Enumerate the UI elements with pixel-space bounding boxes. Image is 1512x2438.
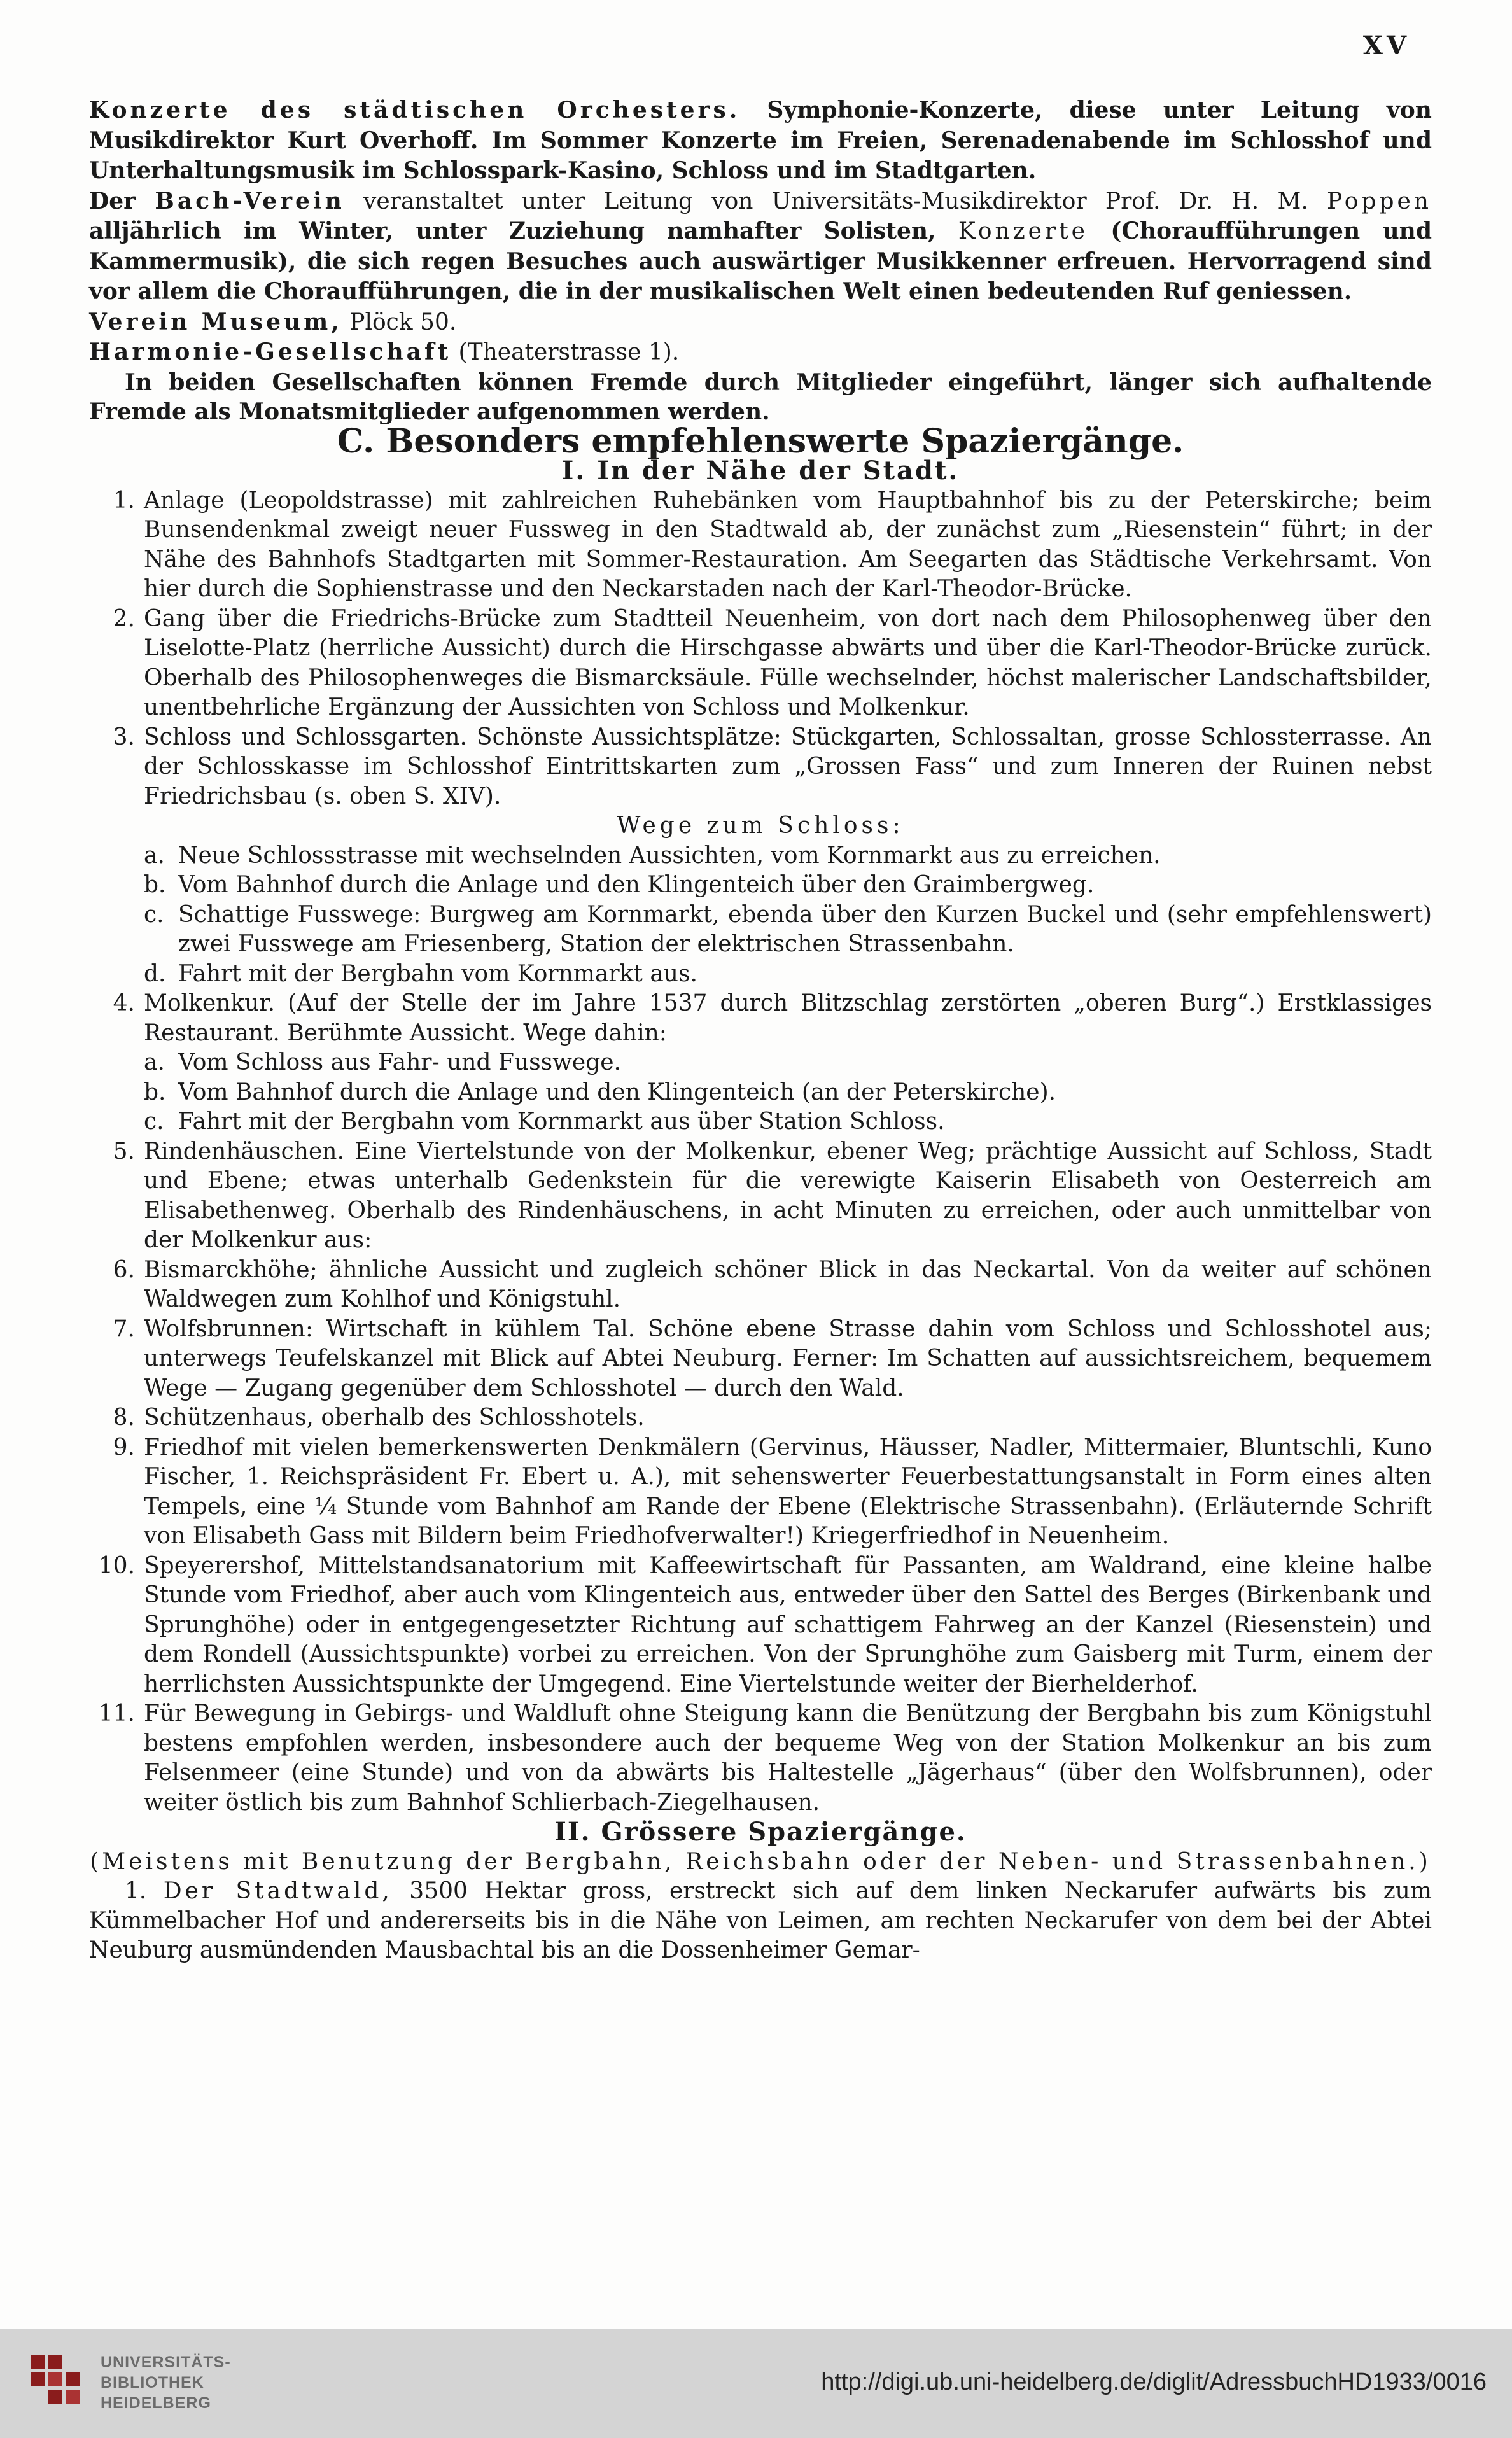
paragraph-stadtwald: 1. Der Stadtwald, 3500 Hektar gross, erstreckt sich auf dem linken Neckarufer aufwärts bis zum Kümmelbacher Hof und andererseits bis in die Nähe von Leimen, am rechten Neckarufer von dem bei der Abtei Neuburg ausmündenden Mausbachtal bis an die Dossenheimer Gemar- xyxy=(89,1878,1432,1963)
section-c-part1-heading: I. In der Nähe der Stadt. xyxy=(561,456,960,486)
paragraph-bach-verein: Der Bach-Verein veranstaltet unter Leitung von Universitäts-Musikdirektor Prof. Dr. H. M. Poppen alljährlich im Winter, unter Zuziehung namhafter Solisten, Konzerte (Choraufführungen und Kammermusik), die sich regen Besuches auch auswärtiger Musikkenner erfreuen. Hervorragend sind vor allem die Choraufführungen, die in der musikalischen Welt einen bedeutenden Ruf geniessen. xyxy=(89,187,1432,305)
list-item: 2. Gang über die Friedrichs-Brücke zum Stadtteil Neuenheim, von dort nach dem Philosophenweg über den Liselotte-Platz (herrliche Aussicht) durch die Hirschgasse abwärts und über die Karl-Theodor-Brücke zurück. Oberhalb des Philosophenweges die Bismarcksäule. Fülle wechselnder, höchst malerischer Landschaftsbilder, unentbehrliche Ergänzung der Aussichten von Schloss und Molkenkur. xyxy=(113,605,1432,720)
section-c-part2-subtitle: (Meistens mit Benutzung der Bergbahn, Reichsbahn oder der Neben- und Strassenbahnen.) xyxy=(90,1848,1431,1875)
list-item: b. Vom Bahnhof durch die Anlage und den Klingenteich (an der Peterskirche). xyxy=(144,1079,1056,1105)
section-c-part2-heading: II. Grössere Spaziergänge. xyxy=(554,1817,967,1847)
permalink-url[interactable]: http://digi.ub.uni-heidelberg.de/diglit/AdressbuchHD1933/0016 xyxy=(821,2369,1487,2395)
list-item: 1. Anlage (Leopoldstrasse) mit zahlreichen Ruhebänken vom Hauptbahnhof bis zu der Peterskirche; beim Bunsendenkmal zweigt neuer Fussweg in den Stadtwald ab, der zunächst zum „Riesenstein“ führt; in der Nähe des Bahnhofs Stadtgarten mit Sommer-Restauration. Am Seegarten das Städtische Verkehrsamt. Von hier durch die Sophienstrasse und den Neckarstaden nach der Karl-Theodor-Brücke. xyxy=(113,487,1432,602)
paragraph-verein-museum: Verein Museum, Plöck 50. xyxy=(89,308,457,335)
list-item: 6. Bismarckhöhe; ähnliche Aussicht und zugleich schöner Blick in das Neckartal. Von da weiter auf schönen Waldwegen zum Kohlhof und Königstuhl. xyxy=(113,1256,1432,1312)
page-number: XV xyxy=(1362,31,1410,60)
list-item: c. Schattige Fusswege: Burgweg am Kornmarkt, ebenda über den Kurzen Buckel und (sehr empfehlenswert) zwei Fusswege am Friesenberg, Station der elektrischen Strassenbahn. xyxy=(144,901,1432,957)
section-c-heading: C. Besonders empfehlenswerte Spaziergänge. xyxy=(337,421,1184,461)
list-item: c. Fahrt mit der Bergbahn vom Kornmarkt aus über Station Schloss. xyxy=(144,1109,945,1135)
molkenkur-sublist xyxy=(89,1048,1432,1137)
list-item: 8. Schützenhaus, oberhalb des Schlosshotels. xyxy=(113,1405,645,1431)
list-item: 10. Speyerershof, Mittelstandsanatorium mit Kaffeewirtschaft für Passanten, am Waldrand, eine kleine halbe Stunde vom Friedhof, aber auch vom Klingenteich aus, entweder über den Sattel des Berges (Birkenbank und Sprunghöhe) oder in entgegengesetzter Richtung auf schattigem Fahrweg an der Kanzel (Riesenstein) und dem Rondell (Aussichtspunkte) vorbei zu erreichen. Von der Sprunghöhe zum Gaisberg mit Turm, einem der herrlichsten Aussichtspunkte der Umgegend. Eine Viertelstunde weiter der Bierhelderhof. xyxy=(98,1552,1432,1697)
list-item-molkenkur: 4. Molkenkur. (Auf der Stelle der im Jahre 1537 durch Blitzschlag zerstörten „oberen Burg“.) Erstklassiges Restaurant. Berühmte Aussicht. Wege dahin: xyxy=(113,990,1432,1046)
library-logo[interactable] xyxy=(24,2350,231,2416)
paragraph-konzerte: Konzerte des städtischen Orchesters. Symphonie-Konzerte, diese unter Leitung von Musikdirektor Kurt Overhoff. Im Sommer Konzerte im Freien, Serenadenabende im Schlosshof und Unterhaltungsmusik im Schlosspark-Kasino, Schloss und im Stadtgarten. xyxy=(89,97,1432,184)
walk-list-2 xyxy=(89,1137,1432,1818)
list-item: b. Vom Bahnhof durch die Anlage und den Klingenteich über den Graimbergweg. xyxy=(144,872,1095,898)
paragraph-harmonie: Harmonie-Gesellschaft (Theaterstrasse 1). xyxy=(89,339,680,365)
wege-list xyxy=(89,841,1432,990)
page-content xyxy=(89,95,1432,1966)
list-item: 11. Für Bewegung in Gebirgs- und Waldluft ohne Steigung kann die Benützung der Bergbahn bis zum Königstuhl bestens empfohlen werden, insbesondere auch der bequeme Weg von der Station Molkenkur an bis zum Felsenmeer (eine Stunde) und von da abwärts bis Haltestelle „Jägerhaus“ (über den Wolfsbrunnen), oder weiter östlich bis zum Bahnhof Schlierbach-Ziegelhausen. xyxy=(98,1700,1432,1816)
list-item: 5. Rindenhäuschen. Eine Viertelstunde von der Molkenkur, ebener Weg; prächtige Aussicht auf Schloss, Stadt und Ebene; etwas unterhalb Gedenkstein für die verewigte Kaiserin Elisabeth von Oesterreich am Elisabethenweg. Oberhalb des Rindenhäuschens, in acht Minuten zu erreichen, oder auch unmittelbar von der Molkenkur aus: xyxy=(113,1138,1432,1253)
list-item: 3. Schloss und Schlossgarten. Schönste Aussichtsplätze: Stückgarten, Schlossaltan, grosse Schlossterrasse. An der Schlosskasse im Schlosshof Eintrittskarten zum „Grossen Fass“ und zum Inneren der Ruinen nebst Friedrichsbau (s. oben S. XIV). xyxy=(113,724,1432,809)
library-seal-icon xyxy=(24,2350,85,2416)
list-item: a. Neue Schlossstrasse mit wechselnden Aussichten, vom Kornmarkt aus zu erreichen. xyxy=(144,842,1161,869)
list-item: 9. Friedhof mit vielen bemerkenswerten Denkmälern (Gervinus, Häusser, Nadler, Mittermaier, Bluntschli, Kuno Fischer, 1. Reichspräsident Fr. Ebert u. A.), mit sehenswerter Feuerbestattungsanstalt in Form eines alten Tempels, eine ¼ Stunde vom Bahnhof am Rande der Ebene (Elektrische Strassenbahn). (Erläuternde Schrift von Elisabeth Gass mit Bildern beim Friedhofverwalter!) Kriegerfriedhof in Neuenheim. xyxy=(113,1434,1432,1549)
library-name: UNIVERSITÄTS- BIBLIOTHEK HEIDELBERG xyxy=(101,2353,231,2412)
walk-list-1 xyxy=(89,486,1432,812)
list-item: 7. Wolfsbrunnen: Wirtschaft in kühlem Tal. Schöne ebene Strasse dahin vom Schloss und Schlosshotel aus; unterwegs Teufelskanzel mit Blick auf Abtei Neuburg. Ferner: Im Schatten auf aussichtsreichem, bequemem Wege — Zugang gegenüber dem Schlosshotel — durch den Wald. xyxy=(113,1315,1432,1401)
list-item: a. Vom Schloss aus Fahr- und Fusswege. xyxy=(144,1049,621,1075)
paragraph-fremde: In beiden Gesellschaften können Fremde durch Mitglieder eingeführt, länger sich aufhaltende Fremde als Monatsmitglieder aufgenommen werden. xyxy=(89,368,1432,425)
wege-zum-schloss-heading: Wege zum Schloss: xyxy=(617,813,904,839)
list-item: d. Fahrt mit der Bergbahn vom Kornmarkt aus. xyxy=(144,960,697,987)
